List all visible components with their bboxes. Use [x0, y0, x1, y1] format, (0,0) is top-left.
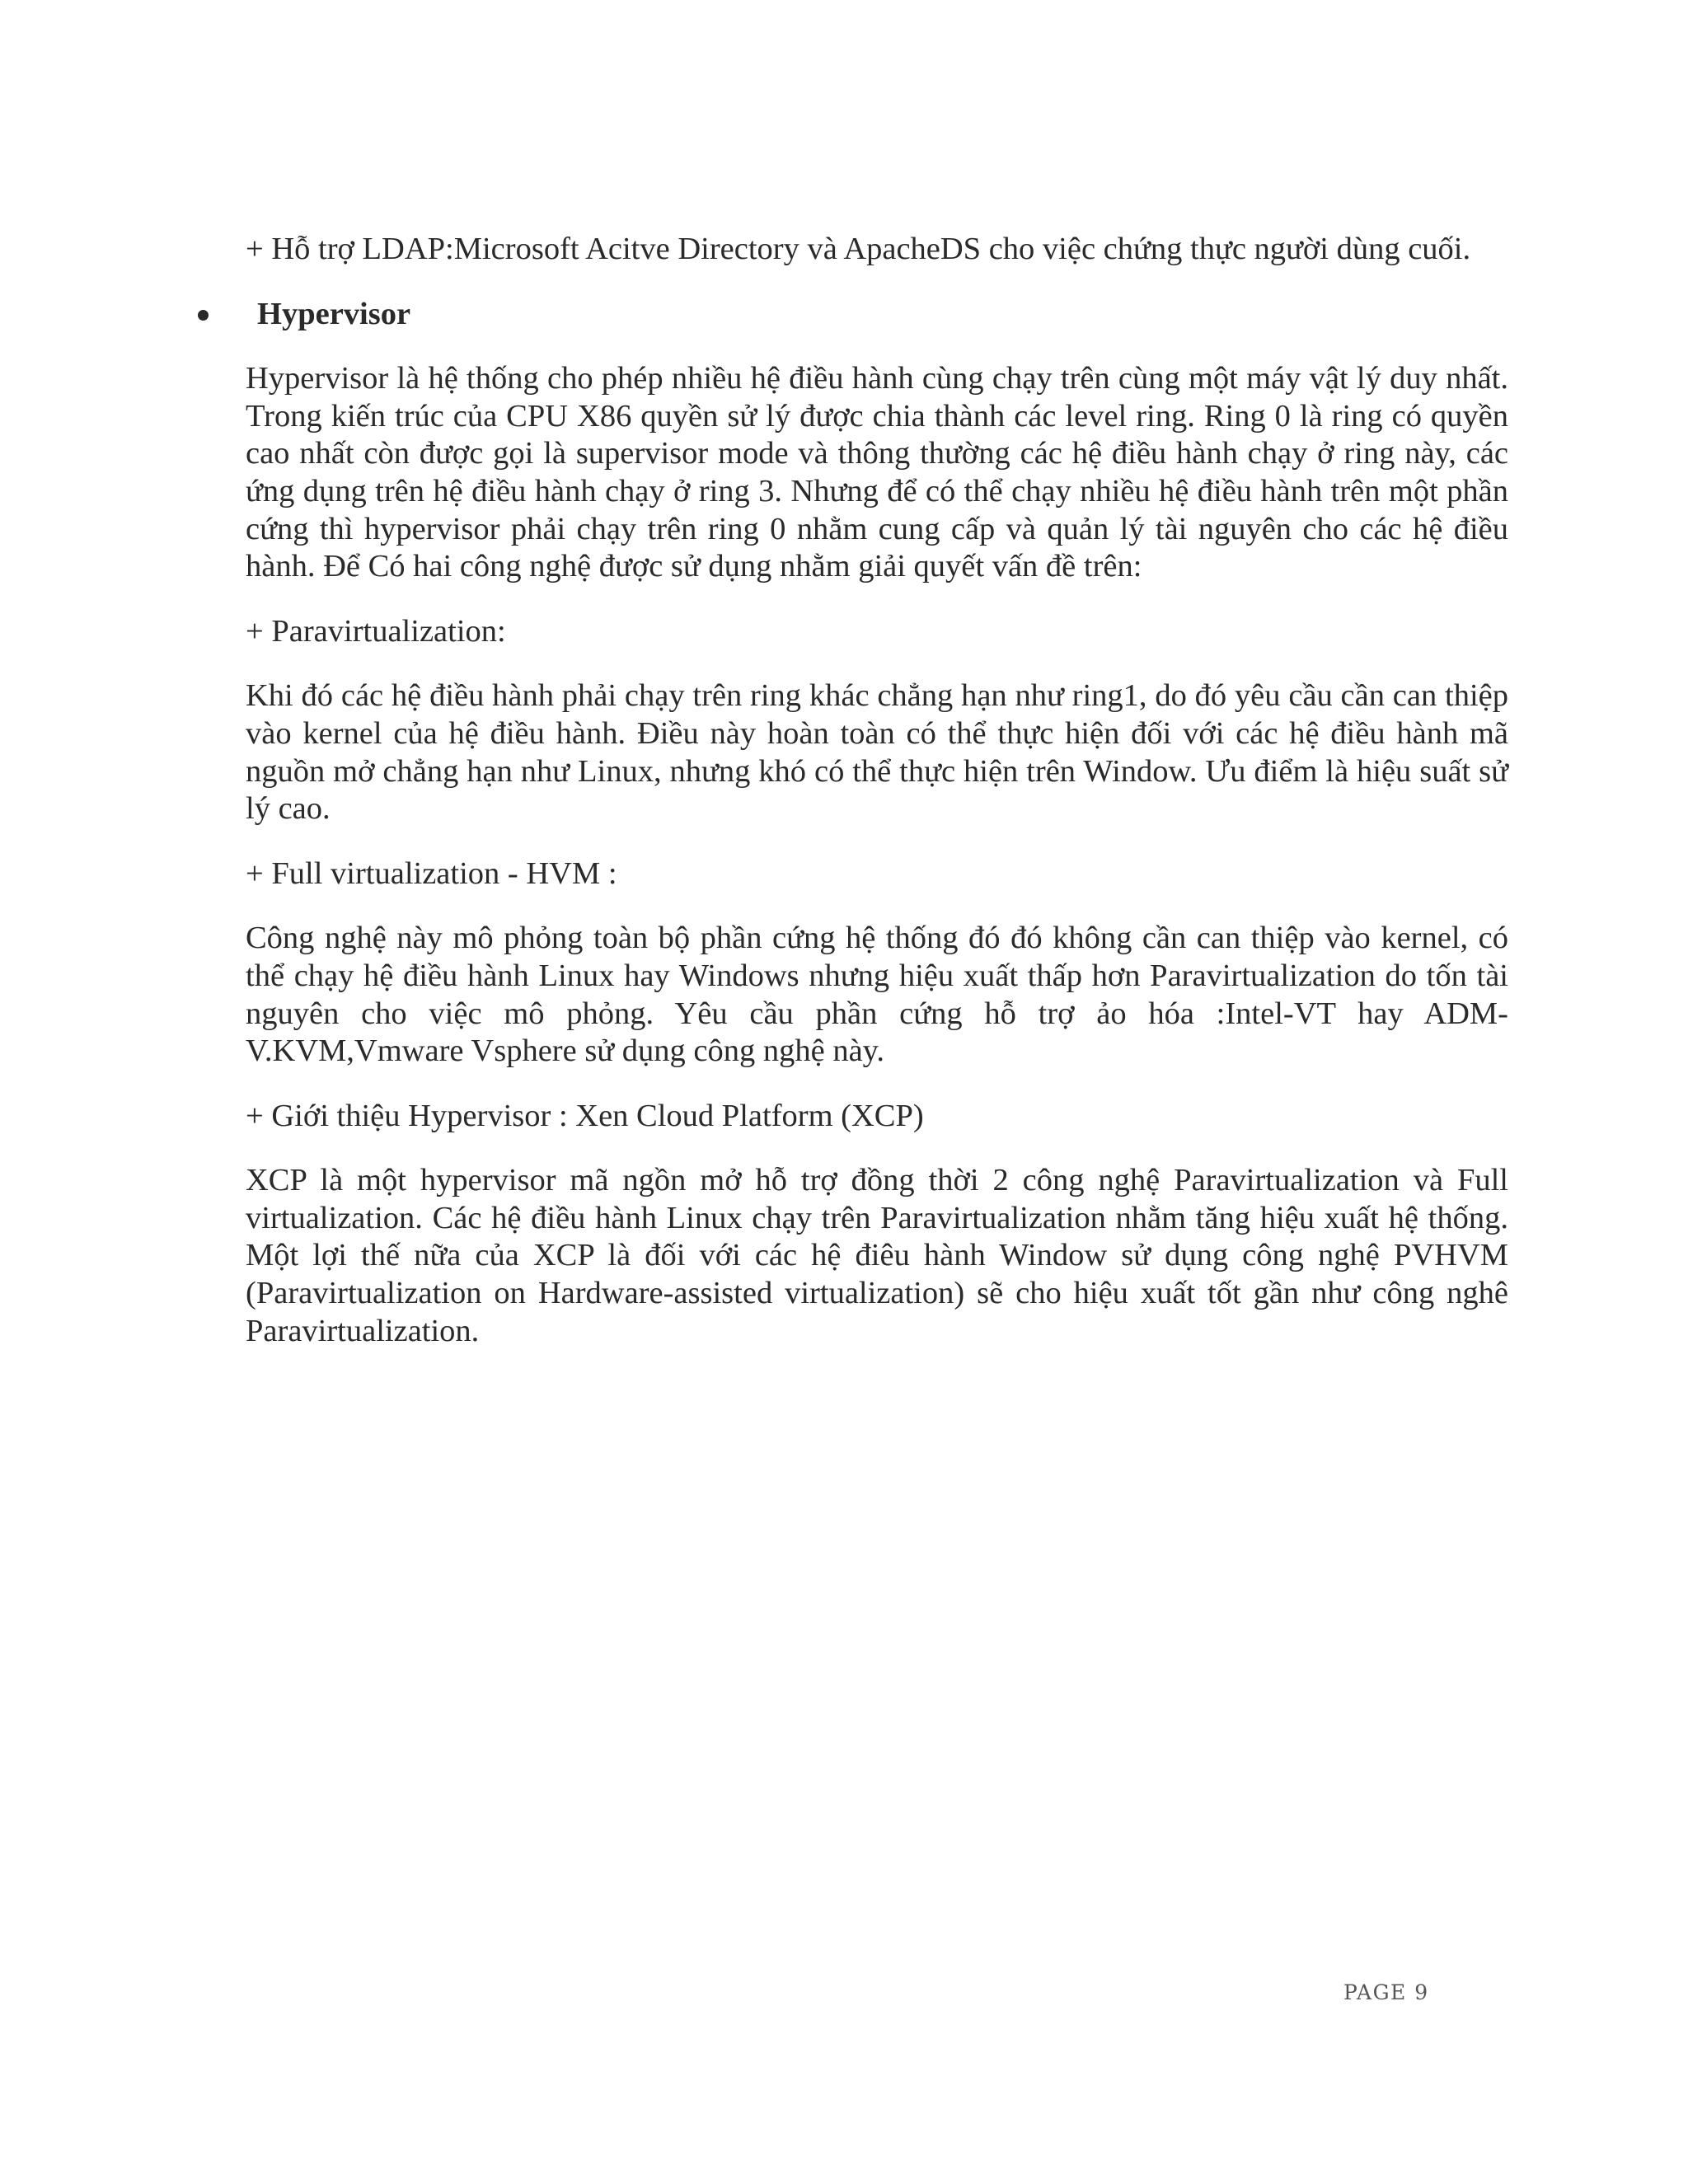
ldap-support-paragraph: + Hỗ trợ LDAP:Microsoft Acitve Directory và ApacheDS cho việc chứng thực người dùng cuối. [246, 232, 1471, 266]
hypervisor-bullet [246, 296, 1508, 334]
bullet-dot-icon [198, 310, 209, 321]
hypervisor-intro-paragraph: Hypervisor là hệ thống cho phép nhiều hệ điều hành cùng chạy trên cùng một máy vật lý duy nhất. Trong kiến trúc của CPU X86 quyền sử lý được chia thành các level ring. Ring 0 là ring có quyền cao nhất còn được gọi là supervisor mode và thông thường các hệ điều hành chạy ở ring này, các ứng dụng trên hệ điều hành chạy ở ring 3. Nhưng để có thể chạy nhiều hệ điều hành trên một phần cứng thì hypervisor phải chạy trên ring 0 nhằm cung cấp và quản lý tài nguyên cho các hệ điều hành. Để Có hai công nghệ được sử dụng nhằm giải quyết vấn đề trên: [246, 361, 1508, 584]
xcp-heading: + Giới thiệu Hypervisor : Xen Cloud Platform (XCP) [246, 1098, 924, 1133]
full-virtualization-heading: + Full virtualization - HVM : [246, 855, 617, 891]
full-virtualization-paragraph: Công nghệ này mô phỏng toàn bộ phần cứng hệ thống đó đó không cần can thiệp vào kernel, có thể chạy hệ điều hành Linux hay Windows nhưng hiệu xuất thấp hơn Paravirtualization do tốn tài nguyên cho việc mô phỏng. Yêu cầu phần cứng hỗ trợ ảo hóa :Intel-VT hay ADM-V.KVM,Vmware Vsphere sử dụng công nghệ này. [246, 921, 1508, 1069]
paravirtualization-paragraph: Khi đó các hệ điều hành phải chạy trên ring khác chẳng hạn như ring1, do đó yêu cầu cần can thiệp vào kernel của hệ điều hành. Điều này hoàn toàn có thể thực hiện đối với các hệ điều hành mã nguồn mở chẳng hạn như Linux, nhưng khó có thể thực hiện trên Window. Ưu điểm là hiệu suất sử lý cao. [246, 678, 1508, 827]
page-content [246, 231, 1508, 1377]
xcp-paragraph: XCP là một hypervisor mã ngồn mở hỗ trợ đồng thời 2 công nghệ Paravirtualization và Full virtualization. Các hệ điều hành Linux chạy trên Paravirtualization nhằm tăng hiệu xuất hệ thống. Một lợi thế nữa của XCP là đối với các hệ điêu hành Window sử dụng công nghệ PVHVM (Paravirtualization on Hardware-assisted virtualization) sẽ cho hiệu xuất tốt gần như công nghê Paravirtualization. [246, 1163, 1508, 1348]
paravirtualization-heading: + Paravirtualization: [246, 613, 506, 649]
page-number: PAGE 9 [1343, 1980, 1429, 2004]
section-heading: Hypervisor [257, 296, 411, 331]
